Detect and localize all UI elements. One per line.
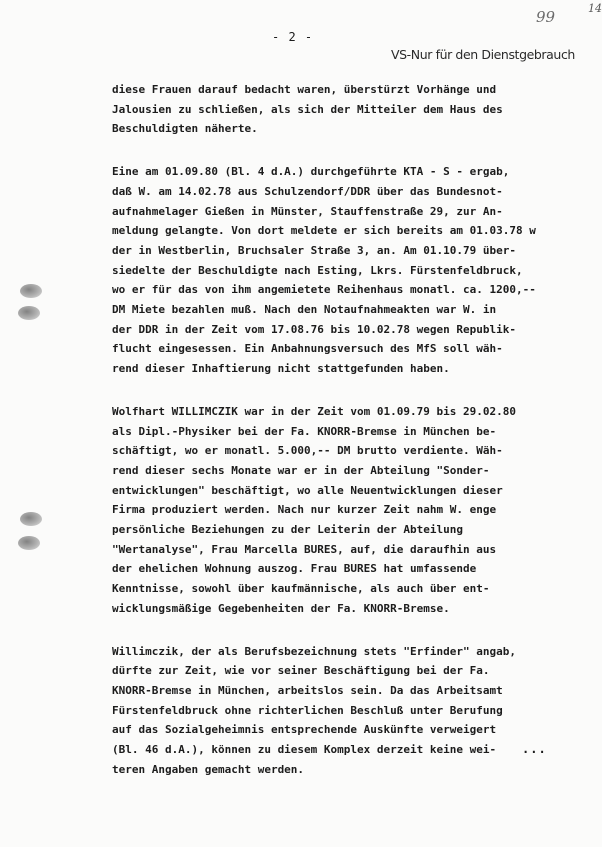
continuation-marker: ... xyxy=(522,742,547,756)
text-line: Eine am 01.09.80 (Bl. 4 d.A.) durchgeführte KTA - S - ergab, xyxy=(112,165,510,179)
text-line: DM Miete bezahlen muß. Nach den Notaufnahmeakten war W. in xyxy=(112,303,497,317)
text-line: KNORR-Bremse in München, arbeitslos sein. Da das Arbeitsamt xyxy=(112,683,503,697)
text-line: persönliche Beziehungen zu der Leiterin der Abteilung xyxy=(112,523,463,537)
folio-number: 99 xyxy=(536,8,556,26)
text-line: flucht eingesessen. Ein Anbahnungsversuch des MfS soll wäh- xyxy=(112,342,503,356)
text-line: siedelte der Beschuldigte nach Esting, Lkrs. Fürstenfeldbruck, xyxy=(112,263,523,277)
text-line: aufnahmelager Gießen in Münster, Stauffenstraße 29, zur An- xyxy=(112,204,503,218)
text-line: (Bl. 46 d.A.), können zu diesem Komplex derzeit keine wei- xyxy=(112,743,497,757)
paragraph xyxy=(112,642,582,780)
text-line: der ehelichen Wohnung auszog. Frau BURES hat umfassende xyxy=(112,562,477,576)
text-line: der in Westberlin, Bruchsaler Straße 3, an. Am 01.10.79 über- xyxy=(112,243,516,257)
text-line: dürfte zur Zeit, wie vor seiner Beschäftigung bei der Fa. xyxy=(112,664,490,678)
text-line: Fürstenfeldbruck ohne richterlichen Beschluß unter Berufung xyxy=(112,703,503,717)
text-line: rend dieser Inhaftierung nicht stattgefunden haben. xyxy=(112,362,450,376)
text-line: der DDR in der Zeit vom 17.08.76 bis 10.02.78 wegen Republik- xyxy=(112,322,516,336)
paragraph xyxy=(112,80,582,139)
paragraph xyxy=(112,162,582,379)
body-text xyxy=(112,80,582,803)
paragraph xyxy=(112,402,582,619)
text-line: teren Angaben gemacht werden. xyxy=(112,762,305,776)
punch-hole xyxy=(20,284,42,298)
text-line: Firma produziert werden. Nach nur kurzer Zeit nahm W. enge xyxy=(112,503,497,517)
text-line: als Dipl.-Physiker bei der Fa. KNORR-Bremse in München be- xyxy=(112,424,497,438)
text-line: Jalousien zu schließen, als sich der Mitteiler dem Haus des xyxy=(112,102,503,116)
punch-hole xyxy=(18,536,40,550)
text-line: "Wertanalyse", Frau Marcella BURES, auf, die daraufhin aus xyxy=(112,542,497,556)
text-line: diese Frauen darauf bedacht waren, überstürzt Vorhänge und xyxy=(112,83,497,96)
text-line: Willimczik, der als Berufsbezeichnung stets "Erfinder" angab, xyxy=(112,644,516,658)
text-line: Wolfhart WILLIMCZIK war in der Zeit vom 01.09.79 bis 29.02.80 xyxy=(112,404,516,418)
text-line: meldung gelangte. Von dort meldete er sich bereits am 01.03.78 w xyxy=(112,224,536,238)
text-line: wo er für das von ihm angemietete Reihenhaus monatl. ca. 1200,-- xyxy=(112,283,536,297)
punch-hole xyxy=(18,306,40,320)
classification-stamp: VS-Nur für den Dienstgebrauch xyxy=(391,47,575,62)
text-line: auf das Sozialgeheimnis entsprechende Auskünfte verweigert xyxy=(112,723,497,737)
page-number: - 2 - xyxy=(272,30,314,44)
text-line: daß W. am 14.02.78 aus Schulzendorf/DDR über das Bundesnot- xyxy=(112,184,503,198)
text-line: rend dieser sechs Monate war er in der Abteilung "Sonder- xyxy=(112,463,490,477)
corner-mark: 14 xyxy=(588,2,602,15)
punch-hole xyxy=(20,512,42,526)
text-line: Kenntnisse, sowohl über kaufmännische, als auch über ent- xyxy=(112,582,490,596)
text-line: schäftigt, wo er monatl. 5.000,-- DM brutto verdiente. Wäh- xyxy=(112,444,503,458)
text-line: wicklungsmäßige Gegebenheiten der Fa. KNORR-Bremse. xyxy=(112,601,450,615)
text-line: Beschuldigten näherte. xyxy=(112,122,258,136)
text-line: entwicklungen" beschäftigt, wo alle Neuentwicklungen dieser xyxy=(112,483,503,497)
